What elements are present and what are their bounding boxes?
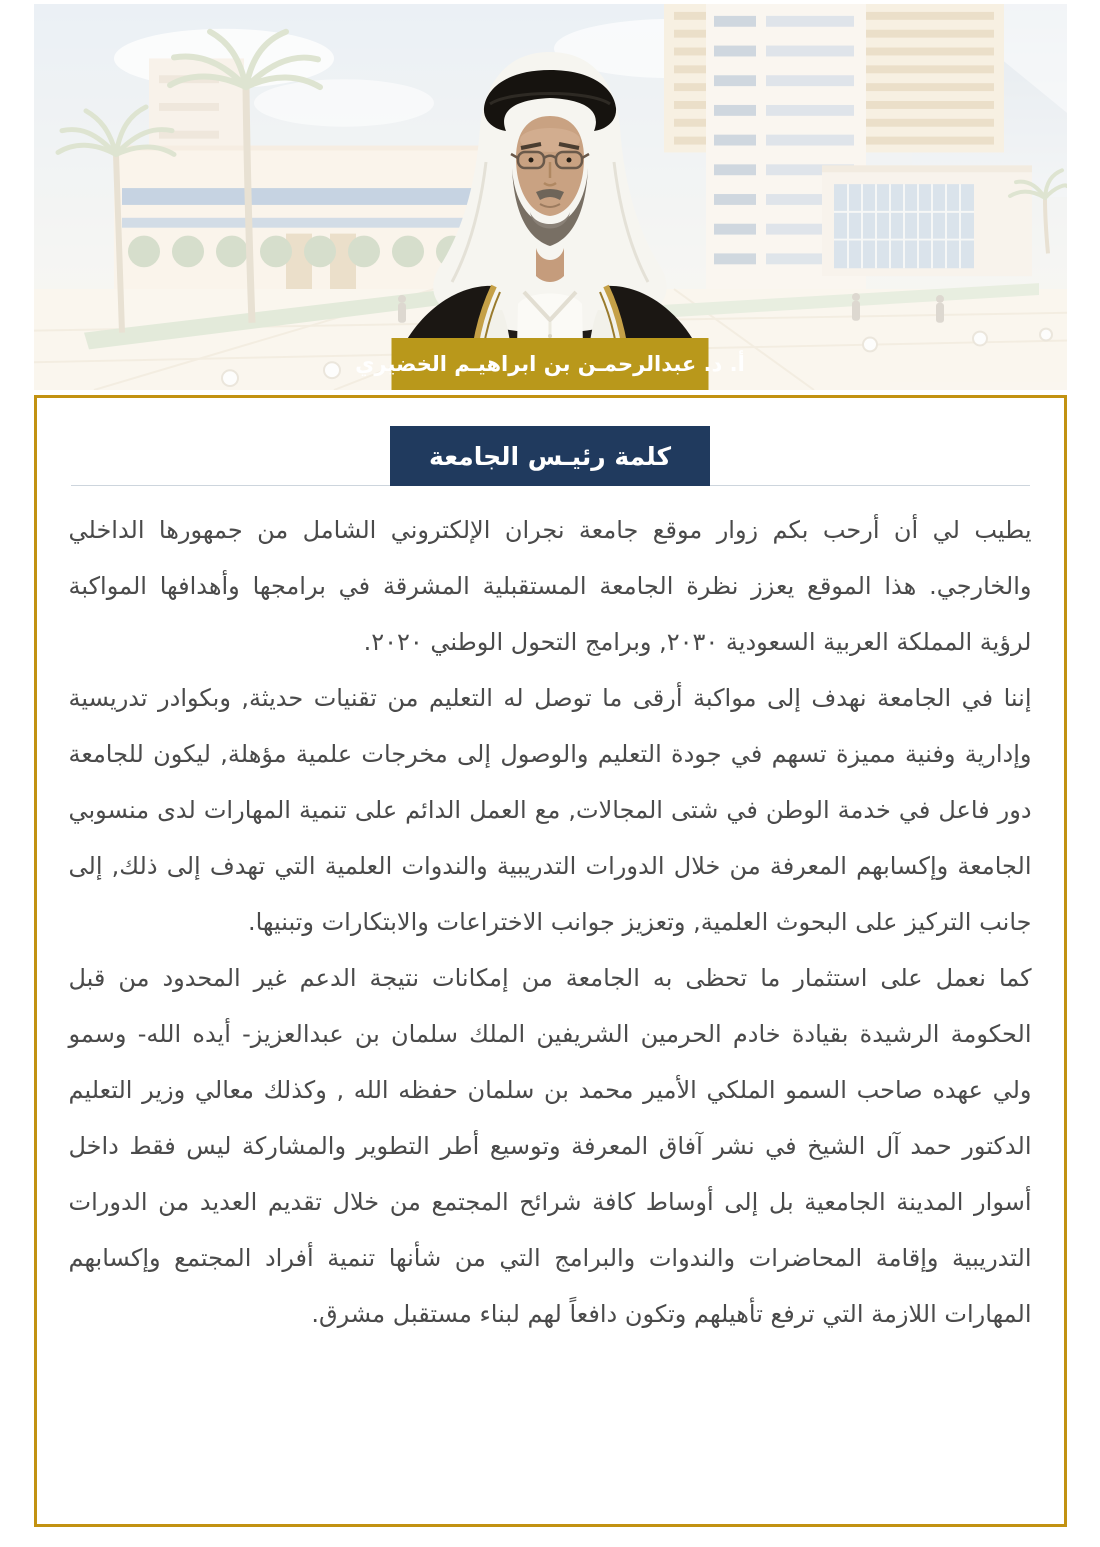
- message-box: [34, 395, 1067, 1527]
- title-row: [69, 426, 1032, 486]
- message-body: [69, 502, 1032, 1342]
- building-glass-cube: [822, 165, 1032, 276]
- header-banner: [34, 4, 1067, 390]
- section-title: [390, 426, 710, 486]
- paragraph: يطيب لي أن أرحب بكم زوار موقع جامعة نجران الإلكتروني الشامل من جمهورها الداخلي والخارجي. هذا الموقع يعزز نظرة الجامعة المستقبلية المشرقة في برامجها وأهدافها المواكبة لرؤية المملكة العربية السعودية ٢٠٣٠, وبرامج التحول الوطني ٢٠٢٠.: [68, 516, 1032, 656]
- president-message-page: [34, 0, 1067, 1527]
- president-name-caption: [355, 338, 745, 390]
- paragraph: كما نعمل على استثمار ما تحظى به الجامعة من إمكانات نتيجة الدعم غير المحدود من قبل الحكومة الرشيدة بقيادة خادم الحرمين الشريفين الملك سلمان بن عبدالعزيز- أيده الله- وسمو ولي عهده صاحب السمو الملكي الأمير محمد بن سلمان حفظه الله , وكذلك معالي وزير التعليم الدكتور حمد آل الشيخ في نشر آفاق المعرفة وتوسيع أطر التطوير والمشاركة ليس فقط داخل أسوار المدينة الجامعية بل إلى أوساط كافة شرائح المجتمع من خلال تقديم العديد من الدورات التدريبية وإقامة المحاضرات والندوات والبرامج التي من شأنها تنمية أفراد المجتمع وإكسابهم المهارات اللازمة التي ترفع تأهيلهم وتكون دافعاً لهم لبناء مستقبل مشرق.: [68, 964, 1032, 1328]
- paragraph: إننا في الجامعة نهدف إلى مواكبة أرقى ما توصل له التعليم من تقنيات حديثة, وبكوادر تدريسية وإدارية وفنية مميزة تسهم في جودة التعليم والوصول إلى مخرجات علمية مؤهلة, ليكون للجامعة دور فاعل في خدمة الوطن في شتى المجالات, مع العمل الدائم على تنمية المهارات لدى منسوبي الجامعة وإكسابهم المعرفة من خلال الدورات التدريبية والندوات العلمية التي تهدف إلى ذلك, إلى جانب التركيز على البحوث العلمية, وتعزيز جوانب الاختراعات والابتكارات وتبنيها.: [68, 684, 1032, 936]
- section-title-text: كلمة رئيـس الجامعة: [428, 441, 672, 471]
- president-name: أ. د. عبدالرحمـن بن ابراهيـم الخضيري: [355, 352, 745, 376]
